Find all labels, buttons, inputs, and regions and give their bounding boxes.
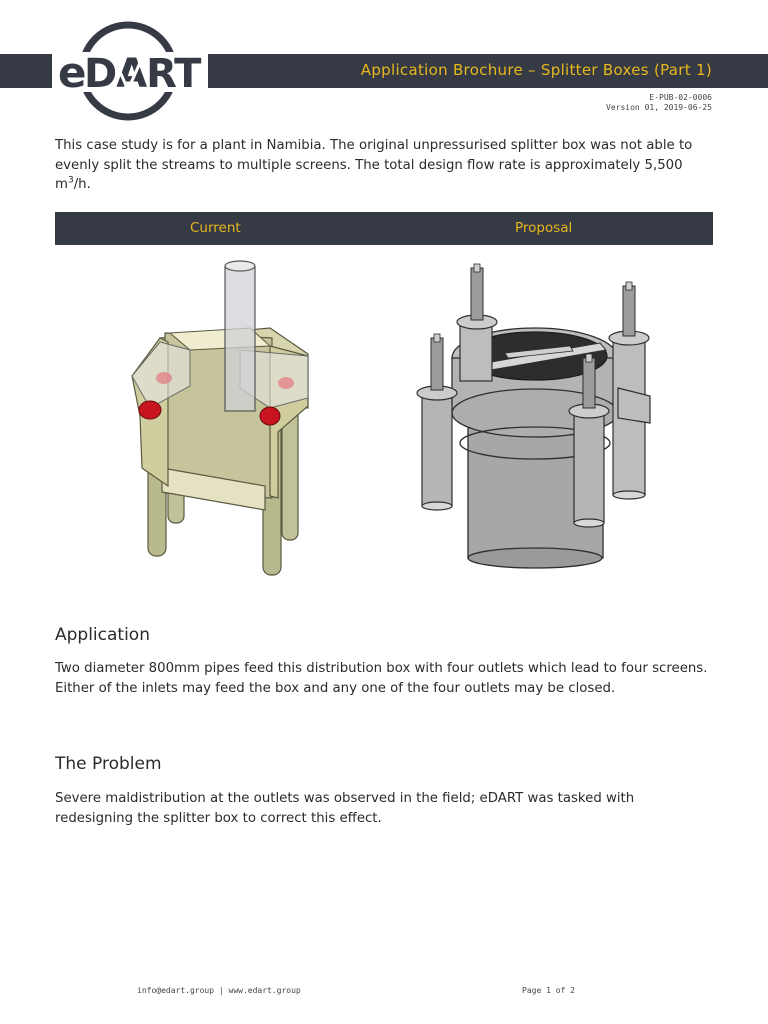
document-code: E-PUB-02-0006: [649, 93, 712, 102]
application-paragraph: Two diameter 800mm pipes feed this distribution box with four outlets which lead to four screens. Either of the inlets may feed the box and any one of the four outlets may be closed.: [55, 661, 708, 696]
proposal-splitter-box-figure: [410, 258, 660, 570]
document-version: Version 01, 2019-06-25: [606, 103, 712, 112]
problem-paragraph: Severe maldistribution at the outlets was observed in the field; eDART was tasked with redesigning the splitter box to correct this effect.: [55, 791, 635, 826]
svg-text:DART: DART: [84, 51, 201, 97]
current-splitter-box-figure: [120, 258, 320, 580]
edart-logo: [52, 18, 208, 126]
intro-text-end: /h.: [73, 177, 91, 192]
footer-contact: info@edart.group | www.edart.group: [137, 986, 301, 995]
document-meta: [606, 93, 712, 113]
proposal-label: Proposal: [515, 220, 573, 236]
application-heading: Application: [55, 625, 150, 645]
current-label: Current: [190, 220, 241, 236]
document-title: Application Brochure – Splitter Boxes (Part 1): [360, 61, 712, 79]
problem-heading: The Problem: [55, 754, 162, 774]
footer-page-number: Page 1 of 2: [522, 986, 575, 995]
intro-superscript: 3: [67, 175, 74, 186]
intro-text: This case study is for a plant in Namibia. The original unpressurised splitter box was not able to evenly split the streams to multiple screens. The total design flow rate is approximately 5,500 m: [55, 138, 693, 192]
comparison-header: [55, 212, 713, 245]
intro-paragraph: [55, 136, 715, 195]
svg-text:e: e: [58, 48, 85, 97]
